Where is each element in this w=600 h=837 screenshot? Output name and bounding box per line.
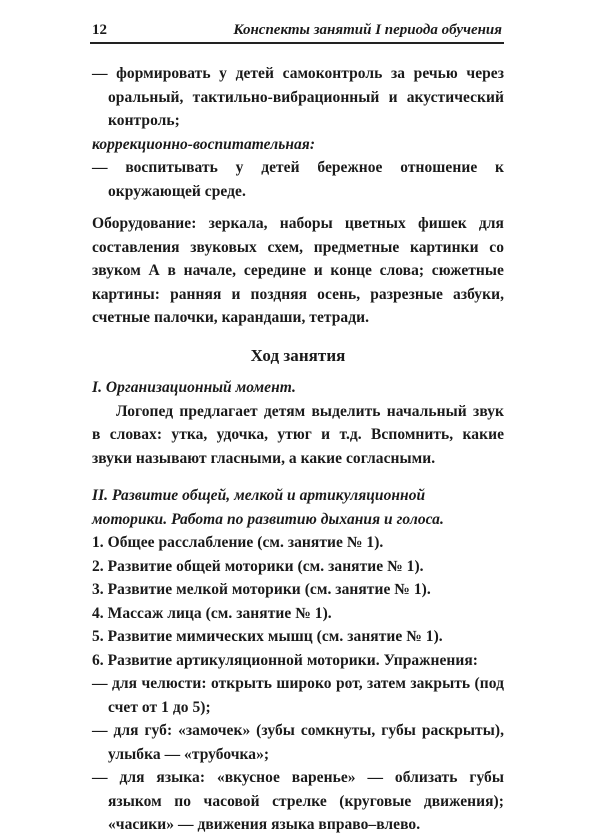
list-item: 4. Массаж лица (см. занятие № 1). [92,604,332,622]
page-body [92,62,504,837]
exercise-jaw: — для челюсти: открыть широко рот, затем закрыть (под счет от 1 до 5); [92,675,504,716]
equipment-label: Оборудование: [92,215,197,232]
lesson-heading: Ход занятия [250,345,346,365]
goal-item-self-control: — формировать у детей самоконтроль за речью через оральный, тактильно-вибрационный и акустический контроль; [92,65,504,129]
running-title: Конспекты занятий I периода обучения [233,21,502,38]
list-item: 5. Развитие мимических мышц (см. занятие № 1). [92,628,443,645]
equipment-paragraph [92,212,504,330]
list-item: 1. Общее расслабление (см. занятие № 1). [92,534,384,551]
exercise-tongue: — для языка: «вкусное варенье» — облизать губы языком по часовой стрелке (круговые движения); «часики» — движения языка вправо–влево. [92,769,504,833]
goal-item-environment: — воспитывать у детей бережное отношение к окружающей среде. [92,159,504,200]
header-rule [90,42,504,44]
exercise-lips: — для губ: «замочек» (зубы сомкнуты, губы раскрыты), улыбка — «трубочка»; [92,722,504,763]
running-header [92,18,502,42]
page-number: 12 [92,21,107,38]
section-2-title-line-1: II. Развитие общей, мелкой и артикуляционной [92,487,426,504]
list-item: 2. Развитие общей моторики (см. занятие № 1). [92,557,424,575]
section-2-title-line-2: моторики. Работа по развитию дыхания и голоса. [92,510,444,528]
section-1-text: Логопед предлагает детям выделить начальный звук в словах: утка, удочка, утюг и т.д. Вспомнить, какие звуки называют гласными, а какие согласными. [92,402,504,467]
equipment-text: зеркала, наборы цветных фишек для составления звуковых схем, предметные картинки со звуком А в начале, середине и конце слова; сюжетные картины: ранняя и поздняя осень, разрезные азбуки, счетные палочки, карандаши, тетради. [92,215,504,326]
goal-subheading: коррекционно-воспитательная: [92,135,316,153]
section-1-title: I. Организационный момент. [92,379,296,396]
list-item: 3. Развитие мелкой моторики (см. занятие № 1). [92,581,431,598]
list-item: 6. Развитие артикуляционной моторики. Упражнения: [92,651,478,669]
